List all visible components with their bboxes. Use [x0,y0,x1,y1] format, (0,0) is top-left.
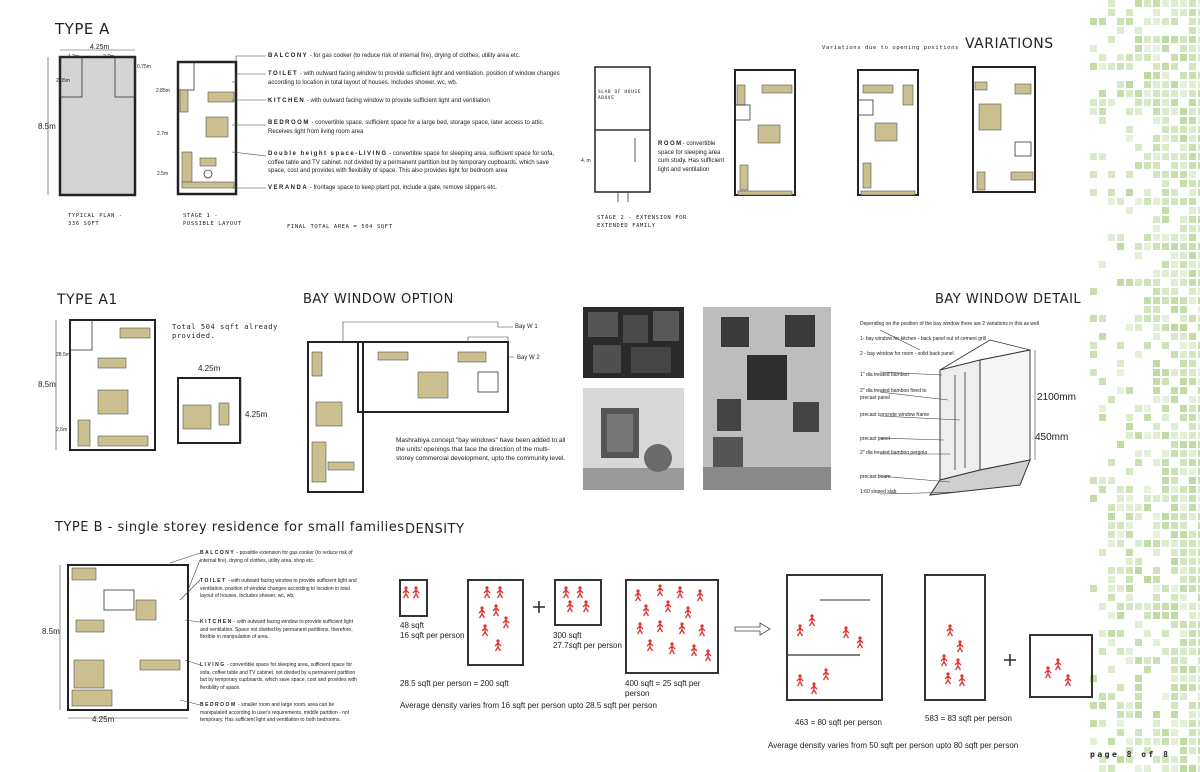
person-figure [947,624,953,636]
person-figure [797,674,803,686]
page-number: page 8 of 8 [1090,750,1171,759]
bay-detail-label-7: 1:60 sloped slab [860,489,897,495]
type-a1-dim-1: 28.5m [56,352,70,358]
bay-detail-label-1: 1" dia treated bamboo [860,372,910,378]
type-b-note-living: LIVING - convertible space for sleeping area, sufficient space for sofa, coffee table and TV cabinet. not divided by a permanent partition but by temporary cupboards, which save space, cost and provides with flexibility of space. [200,662,357,691]
person-figure [941,654,947,666]
density-case-400sqft: 400 sqft = 25 sqft per person [625,679,701,698]
person-figure [1055,658,1061,670]
person-figure [1065,674,1071,686]
bay-detail-variant-2: 2 - bay window for room - solid back panel [860,351,954,357]
person-figure [797,624,803,636]
person-figure [647,639,653,651]
type-b-note-kitchen: KITCHEN - with outward facing window to provide sufficient light and ventilation. Space not divided by permanent partitions, therefore, flexible in manipulation of area. [200,619,353,640]
person-figure [495,639,501,651]
person-figure [809,614,815,626]
density-case-300sqft: 300 sqft 27.7sqft per person [553,631,622,650]
person-figure [643,604,649,616]
type-a-note-veranda: VERANDA - frontage space to keep plant pot, include a gate, remove slippers etc. [268,185,497,191]
person-figure [563,586,569,598]
person-figure [567,600,573,612]
person-figure [699,624,705,636]
person-figure [677,586,683,598]
person-figure [945,672,951,684]
person-figure [482,624,488,636]
stage2-room-note: ROOM- convertible space for sleeping area cum study. Has sufficient light and ventilation [658,141,725,173]
type-a1-height: 8.5m [38,380,56,389]
bay-detail-label-4: precast panel [860,436,891,442]
person-figure [959,674,965,686]
stage1-dim-2: 2.7m [157,131,169,137]
final-area-caption: FINAL TOTAL AREA = 504 SQFT [287,224,393,230]
type-a-typical-caption: TYPICAL PLAN - 336 SQFT [68,213,123,227]
person-figure [957,640,963,652]
type-a-width-1: 1.2m [68,54,80,60]
person-figure [583,600,589,612]
stage1-dim-3: 2.5m [157,171,169,177]
density-case-200sqft: 28.5 sqft per person = 200 sqft [400,679,509,688]
stage2-caption: STAGE 2 - EXTENSION FOR EXTENDED FAMILY [597,215,687,229]
type-a-height: 8.5m [38,122,56,131]
type-b-note-balcony: BALCONY - possible extension for gas cooker (to reduce risk of internal fire), drying of clothes, utility area, shop etc. [200,550,353,564]
type-b-width: 4.25m [92,715,115,724]
stage1-dim-1: 2.85m [156,88,170,94]
person-figure [403,586,409,598]
type-a1-extension-height: 4.25m [245,410,268,419]
stage2-height: 4. m [581,158,591,164]
person-figure [1045,666,1051,678]
type-a1-title: TYPE A1 [57,292,118,308]
density-average-2: Average density varies from 50 sqft per person upto 80 sqft per person [768,741,1019,750]
person-figure [669,642,675,654]
density-title: DENSITY [405,522,465,537]
bay-detail-height-2: 450mm [1035,432,1069,443]
stage2-slab-label: SLAB OF HOUSE ABOVE [598,90,642,101]
person-figure [577,586,583,598]
person-figure [665,600,671,612]
person-figure [637,622,643,634]
person-figure [697,589,703,601]
type-a1-extension-width: 4.25m [198,364,221,373]
bay-detail-title: BAY WINDOW DETAIL [935,292,1082,307]
bay-detail-variant-1: 1- bay window for kitchen - back panel out of cement grill [860,336,986,342]
person-figure [497,586,503,598]
person-figure [679,622,685,634]
person-figure [503,616,509,628]
person-figure [843,626,849,638]
density-case-583: 583 = 83 sqft per person [925,714,1012,723]
type-a1-note: Total 504 sqft already provided. [172,323,278,340]
bay-window-1-label: Bay W 1 [515,324,538,330]
density-case-48sqft: 48 sqft 16 sqft per person [400,621,465,640]
person-figure [705,649,711,661]
density-average-1: Average density varies from 16 sqft per person upto 28.5 sqft per person [400,701,657,710]
person-figure [493,604,499,616]
person-figure [685,606,691,618]
type-a-note-kitchen: KITCHEN - with outward facing window to provide sufficient light and ventilation [268,98,490,104]
bay-window-2-label: Bay W 2 [517,355,540,361]
bay-option-note: Mashrabiya concept "bay windows" have been added to all the units' openings that face the direction of the multi-storey commercial development, upto the community level. [396,437,566,462]
person-figure [857,636,863,648]
type-a-note-toilet: TOILET - with outward facing window to provide sufficient light and ventilation. position of window changes according to location in total layout of houses. Includes shower, wc, wb. [268,71,560,86]
variations-subtitle: Variations due to opening positions [822,45,959,51]
variations-title: VARIATIONS [965,36,1054,52]
type-b-title: TYPE B - single storey residence for small families [55,520,405,535]
person-figure [484,586,490,598]
type-a-width: 4.25m [90,44,110,51]
bay-detail-label-5: 2" dia treated bamboo pergola [860,450,928,456]
type-a-note-living: Double height space-LIVING - convertible space for sleeping area, sufficient space for sofa, coffee table and TV cabinet. not divided by a permanent partition but by temporary cupboards, which save space, cost and provides with flexibility of space. This also provides light for bedroom area [268,151,554,174]
bay-detail-label-3: precast concrete window frame [860,412,930,418]
type-b-note-toilet: TOILET - with outward facing window to provide sufficient light and ventilation. position of window changes according to location in total layout of houses. Includes shower, wc, wb. [200,578,357,599]
bay-detail-label-6: precast beam [860,474,891,480]
type-a1-dim-2: 2.6m [56,427,68,433]
type-a-width-2: 2.7m [103,54,115,60]
person-figure [657,620,663,632]
person-figure [413,586,419,598]
stage1-caption: STAGE 1 - POSSIBLE LAYOUT [183,213,242,227]
type-b-height: 8.5m [42,627,60,636]
type-a-height-1: 2.05m [56,78,70,84]
person-figure [635,589,641,601]
density-case-463: 463 = 80 sqft per person [795,718,882,727]
bay-detail-height-1: 2100mm [1037,392,1076,403]
bay-detail-intro: Depending on the position of the bay window there are 2 variations in this as well [860,321,1039,327]
type-a-title: TYPE A [55,20,110,38]
person-figure [823,668,829,680]
type-a-note-balcony: BALCONY - for gas cooker (to reduce risk of internal fire), drying of clothes, utility area etc. [268,53,521,59]
type-b-note-bedroom: BEDROOM - smaller room and large room. area can be manipulated according to user's requirements. middle partition - not temporary. Has sufficient light and ventilation to both bedrooms. [200,702,350,723]
person-figure [955,658,961,670]
person-figure [811,682,817,694]
type-a-width-3: 0.75m [137,64,151,70]
bay-option-title: BAY WINDOW OPTION [303,292,454,307]
type-a-note-bedroom: BEDROOM - convertible space, sufficient space for a large bed, storage space, later access to attic. Receives light from living room area [268,120,545,135]
person-figure [691,644,697,656]
person-figure [479,606,485,618]
bay-detail-label-2: 2" dia treated bamboo fixed to precast panel [860,388,927,401]
person-figure [657,584,663,596]
